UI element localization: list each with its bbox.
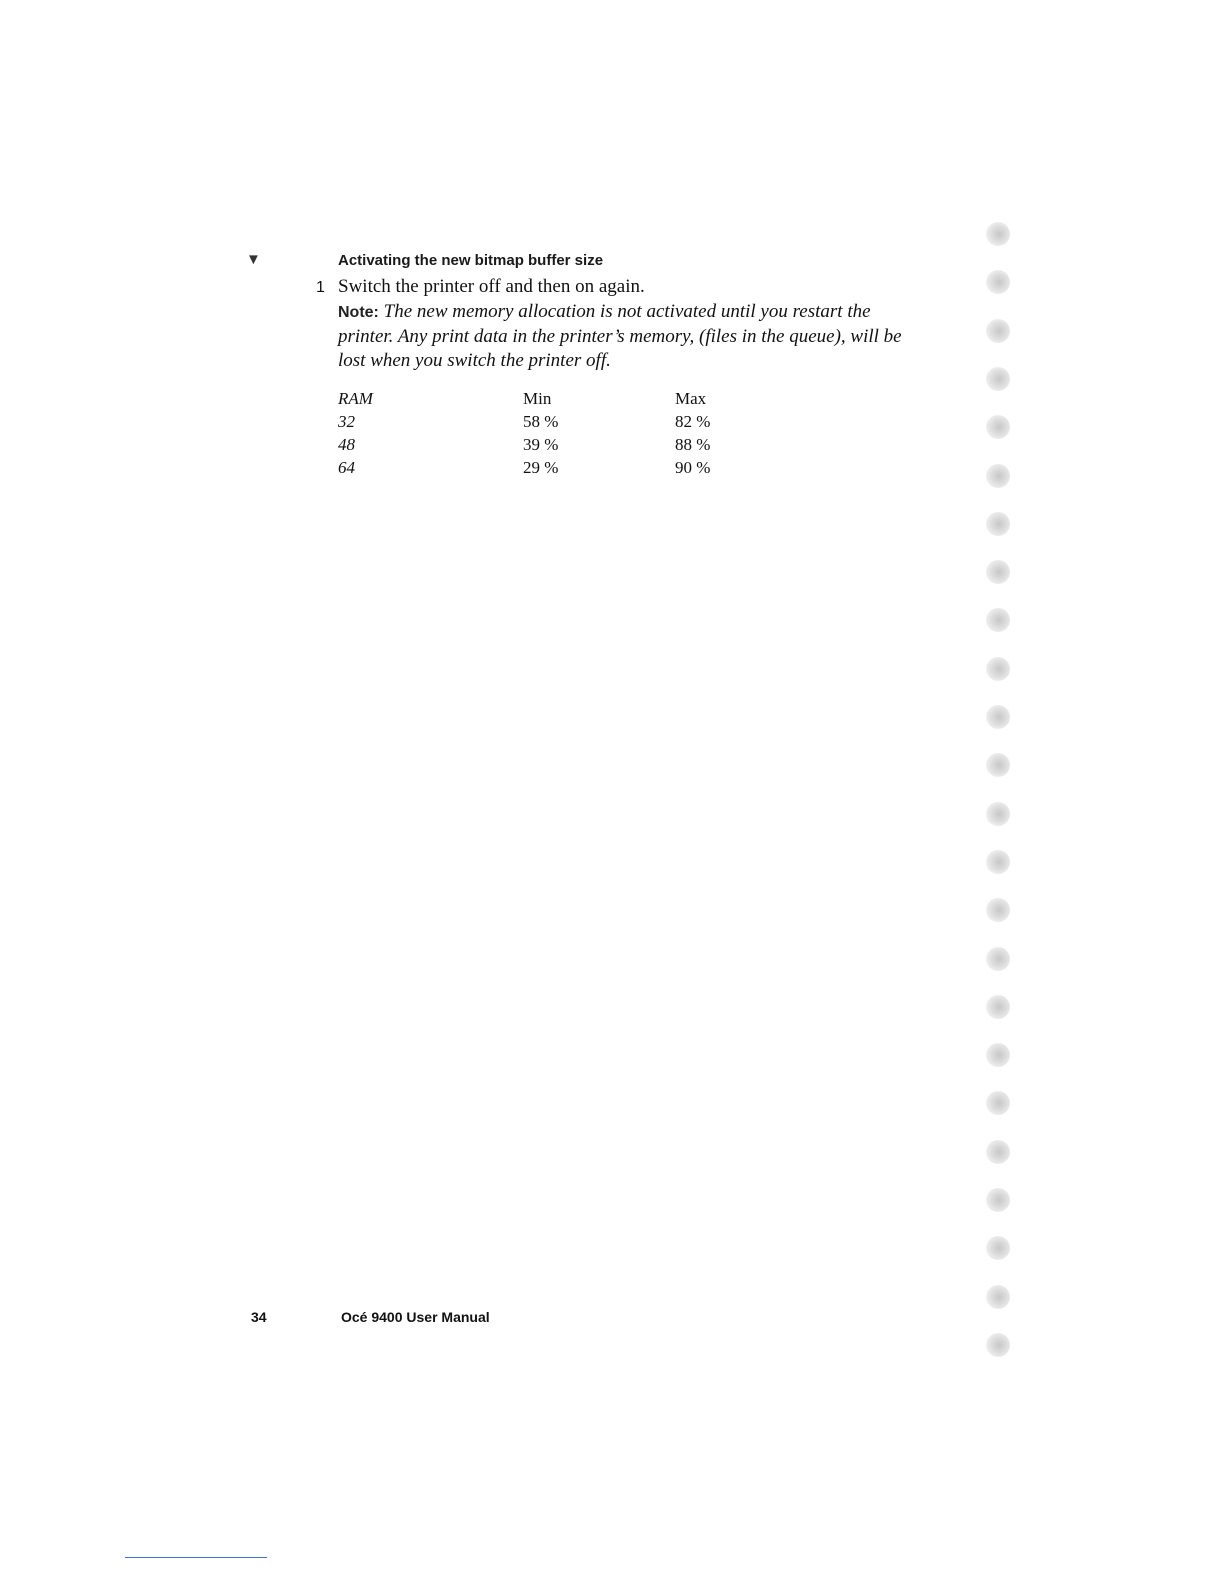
note-text: The new memory allocation is not activated until you restart the printer. Any print data in the printer’s memory, (files in the queue), will be lost when you switch the printer off. <box>338 301 902 371</box>
binder-hole-icon <box>986 270 1010 294</box>
bottom-rule <box>125 1557 267 1558</box>
binder-hole-icon <box>986 1043 1010 1067</box>
table-row <box>338 458 735 481</box>
cell-ram: 48 <box>338 435 355 454</box>
cell-min: 29 % <box>523 458 559 477</box>
table-header-row <box>338 389 735 412</box>
header-ram: RAM <box>338 389 373 408</box>
cell-min: 39 % <box>523 435 559 454</box>
cell-max: 82 % <box>675 412 711 431</box>
binder-hole-icon <box>986 1091 1010 1115</box>
binder-hole-icon <box>986 1333 1010 1357</box>
binder-hole-icon <box>986 657 1010 681</box>
binder-hole-icon <box>986 850 1010 874</box>
cell-ram: 64 <box>338 458 355 477</box>
binder-hole-icon <box>986 705 1010 729</box>
binder-hole-icon <box>986 947 1010 971</box>
binder-hole-icon <box>986 512 1010 536</box>
binder-hole-icon <box>986 1285 1010 1309</box>
page-number: 34 <box>251 1309 267 1325</box>
step-number: 1 <box>316 279 325 296</box>
manual-title: Océ 9400 User Manual <box>341 1309 490 1325</box>
header-min: Min <box>523 389 552 408</box>
cell-max: 88 % <box>675 435 711 454</box>
cell-max: 90 % <box>675 458 711 477</box>
binder-hole-icon <box>986 608 1010 632</box>
header-max: Max <box>675 389 707 408</box>
binder-hole-icon <box>986 802 1010 826</box>
note-label: Note: <box>338 304 379 321</box>
binder-hole-icon <box>986 222 1010 246</box>
binder-hole-icon <box>986 995 1010 1019</box>
table-row <box>338 412 735 435</box>
note-paragraph <box>338 300 923 373</box>
section-marker-icon: ▼ <box>246 252 261 268</box>
binder-hole-icon <box>986 753 1010 777</box>
binder-hole-icon <box>986 1188 1010 1212</box>
binder-hole-icon <box>986 415 1010 439</box>
section-heading: Activating the new bitmap buffer size <box>338 252 604 269</box>
binder-hole-icon <box>986 464 1010 488</box>
table-row <box>338 435 735 458</box>
binder-hole-icon <box>986 319 1010 343</box>
cell-min: 58 % <box>523 412 559 431</box>
binder-hole-icon <box>986 367 1010 391</box>
ram-percentage-table <box>338 389 735 481</box>
binder-hole-icon <box>986 1140 1010 1164</box>
binder-hole-icon <box>986 1236 1010 1260</box>
binder-hole-icon <box>986 898 1010 922</box>
step-text: Switch the printer off and then on again. <box>338 276 645 297</box>
binder-hole-icon <box>986 560 1010 584</box>
cell-ram: 32 <box>338 412 355 431</box>
